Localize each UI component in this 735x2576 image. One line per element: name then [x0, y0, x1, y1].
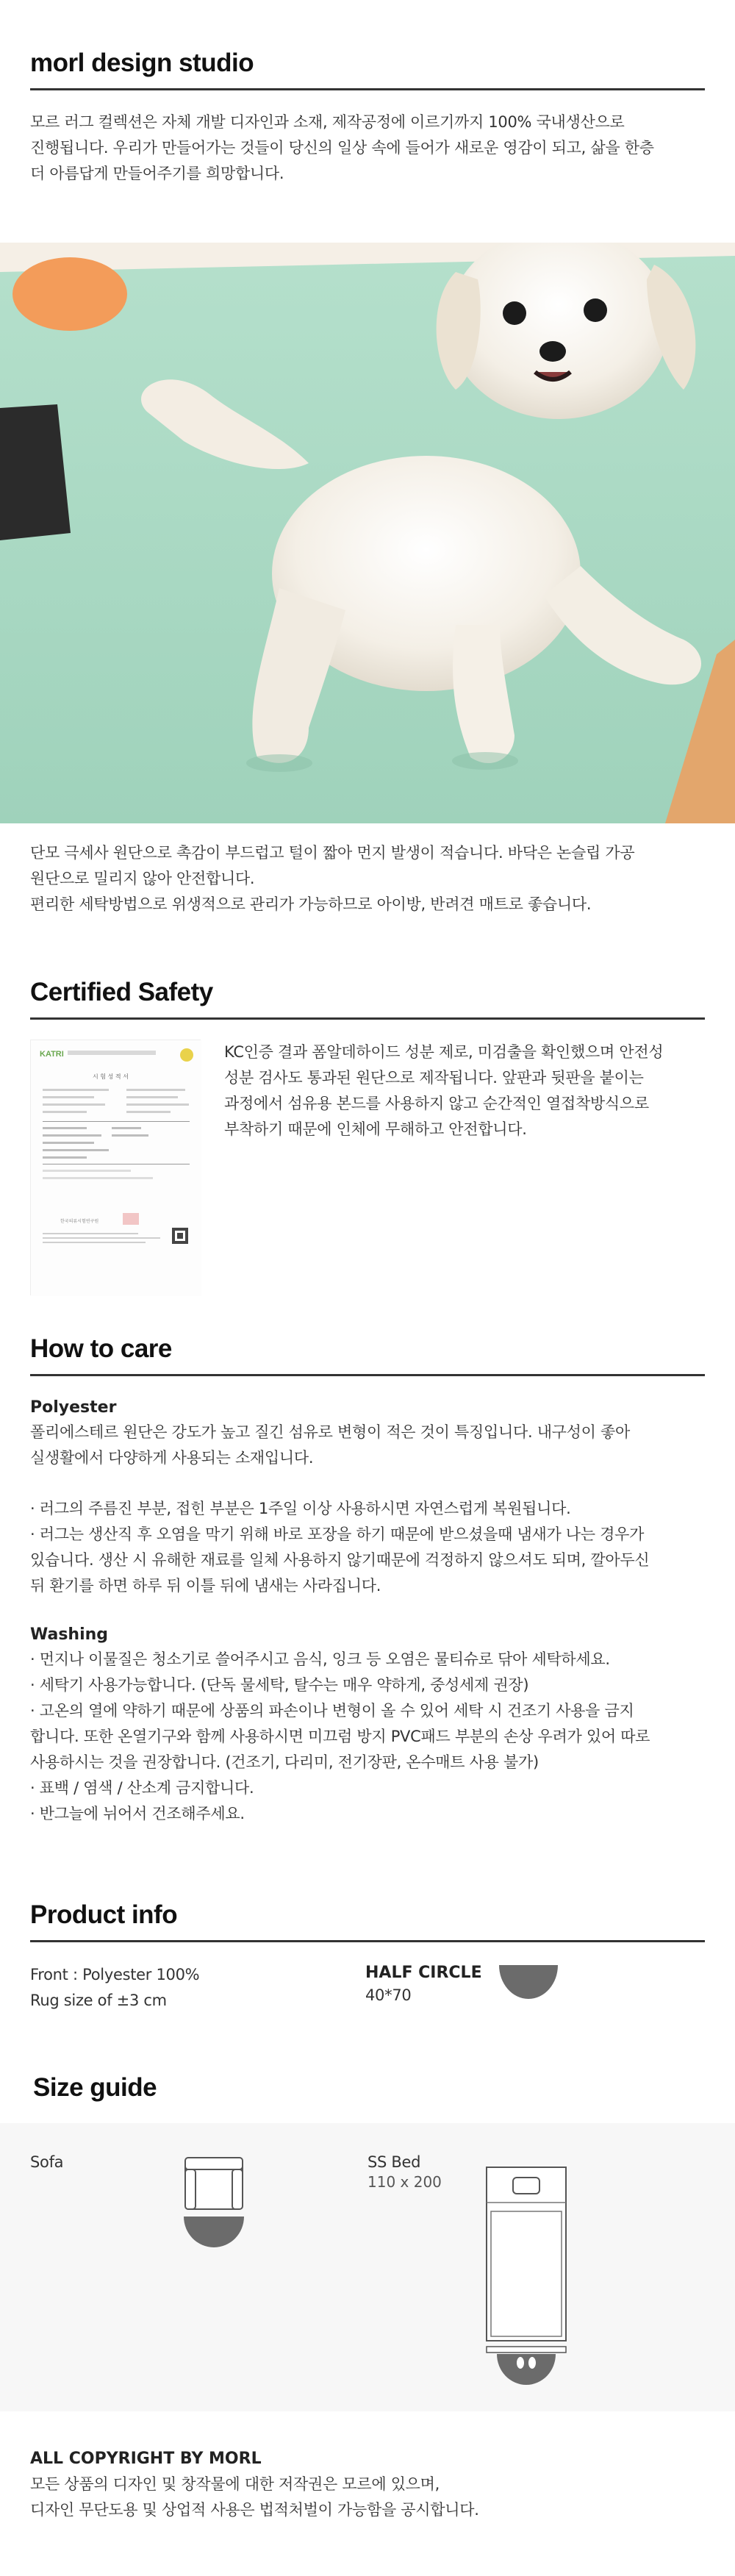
certificate-document — [30, 1040, 201, 1295]
intro-line: 진행됩니다. 우리가 만들어가는 것들이 당신의 일상 속에 들어가 새로운 영감이 되고, 삶을 한층 — [30, 139, 654, 157]
dog-mouth — [535, 372, 570, 379]
washing-line: · 고온의 열에 약하기 때문에 상품의 파손이나 변형이 올 수 있어 세탁 시 건조기 사용을 금지 — [30, 1702, 634, 1720]
copyright-notice — [30, 2472, 705, 2523]
title-divider — [30, 88, 705, 90]
caption-line: 편리한 세탁방법으로 위생적으로 관리가 가능하므로 아이방, 반려견 매트로 좋습니다. — [30, 895, 592, 913]
sofa-label: Sofa — [30, 2153, 64, 2171]
hero-photo — [0, 243, 735, 823]
rug-half-circle-icon — [497, 2354, 556, 2385]
cert-line: 과정에서 섬유용 본드를 사용하지 않고 순간적인 열접착방식으로 — [224, 1095, 649, 1112]
copyright-line: 디자인 무단도용 및 상업적 사용은 법적처벌이 가능함을 공시합니다. — [30, 2501, 479, 2519]
shape-name: HALF CIRCLE — [365, 1964, 482, 1982]
size-guide-panel — [0, 2123, 735, 2411]
intro-line: 더 아름답게 만들어주기를 희망합니다. — [30, 165, 284, 182]
polyester-line: 실생활에서 다양하게 사용되는 소재입니다. — [30, 1449, 314, 1467]
title-divider — [30, 1940, 705, 1942]
copyright-line: 모든 상품의 디자인 및 창작물에 대한 저작권은 모르에 있으며, — [30, 2475, 440, 2493]
material-spec: Front : Polyester 100% — [30, 1966, 200, 1983]
dog-eye-right — [584, 298, 607, 322]
material-description — [30, 840, 705, 917]
dog-nose — [539, 341, 566, 362]
dog-eye-left — [503, 301, 526, 325]
certificate-illustration — [31, 1040, 201, 1296]
cert-line: 성분 검사도 통과된 원단으로 제작됩니다. 앞판과 뒷판을 붙이는 — [224, 1069, 644, 1087]
bed-diagram — [484, 2166, 569, 2386]
title-divider — [30, 1374, 705, 1376]
certified-safety-section — [30, 978, 705, 1224]
washing-heading: Washing — [30, 1625, 109, 1644]
care-notes — [30, 1496, 705, 1599]
certified-title: Certified Safety — [30, 978, 213, 1006]
care-note-line: · 러그의 주름진 부분, 접힌 부분은 1주일 이상 사용하시면 자연스럽게 복원됩니다. — [30, 1500, 571, 1517]
caption-line: 단모 극세사 원단으로 촉감이 부드럽고 털이 짧아 먼지 발생이 적습니다. 바닥은 논슬립 가공 — [30, 844, 635, 862]
care-note-line: 있습니다. 생산 시 유해한 재료를 일체 사용하지 않기때문에 걱정하지 않으셔도 되며, 깔아두신 — [30, 1551, 650, 1569]
intro-line: 모르 러그 컬렉션은 자체 개발 디자인과 소재, 제작공정에 이르기까지 100% 국내생산으로 — [30, 113, 625, 131]
polyester-heading: Polyester — [30, 1398, 117, 1417]
orange-shape — [12, 257, 127, 331]
shape-size: 40*70 — [365, 1986, 412, 2004]
polyester-description — [30, 1420, 705, 1471]
copyright-title: ALL COPYRIGHT BY MORL — [30, 2450, 262, 2468]
product-info-section — [30, 1900, 705, 2009]
washing-line: · 세탁기 사용가능합니다. (단독 물세탁, 탈수는 매우 약하게, 중성세제 권장) — [30, 1676, 529, 1694]
care-note-line: 뒤 환기를 하면 하루 뒤 이틀 뒤에 냄새는 사라집니다. — [30, 1577, 381, 1595]
paw-shadow — [452, 752, 518, 770]
title-divider — [30, 1017, 705, 1020]
certified-description — [224, 1040, 709, 1142]
cert-line: KC인증 결과 폼알데하이드 성분 제로, 미검출을 확인했으며 안전성 — [224, 1043, 664, 1061]
care-note-line: · 러그는 생산직 후 오염을 막기 위해 바로 포장을 하기 때문에 받으셨을때 냄새가 나는 경우가 — [30, 1525, 645, 1543]
washing-instructions — [30, 1647, 705, 1827]
bed-size: 110 x 200 — [368, 2173, 442, 2191]
bed-label: SS Bed — [368, 2153, 421, 2171]
paw-shadow — [246, 754, 312, 772]
how-to-care-section — [30, 1334, 705, 1827]
washing-line: · 반그늘에 뉘어서 건조해주세요. — [30, 1805, 245, 1822]
half-circle-icon — [498, 1964, 559, 2000]
washing-line: 합니다. 또한 온열기구와 함께 사용하시면 미끄럼 방지 PVC패드 부분의 손상 우려가 있어 따로 — [30, 1728, 650, 1745]
intro-text — [30, 110, 705, 187]
copyright-section — [30, 2448, 705, 2523]
caption-line: 원단으로 밀리지 않아 안전합니다. — [30, 870, 255, 887]
product-shape — [365, 1962, 482, 2006]
how-to-care-title: How to care — [30, 1334, 172, 1363]
katri-logo: KATRI — [40, 1050, 64, 1059]
dog-on-rug-illustration — [0, 243, 735, 823]
washing-line: · 먼지나 이물질은 청소기로 쓸어주시고 음식, 잉크 등 오염은 물티슈로 닦아 세탁하세요. — [30, 1650, 610, 1668]
polyester-line: 폴리에스테르 원단은 강도가 높고 질긴 섬유로 변형이 적은 것이 특징입니다. 내구성이 좋아 — [30, 1423, 630, 1441]
size-tolerance: Rug size of ±3 cm — [30, 1992, 167, 2009]
size-guide-title: Size guide — [33, 2073, 157, 2102]
intro-section — [30, 49, 705, 187]
rug-half-circle-icon — [184, 2217, 244, 2247]
product-specs — [30, 1962, 199, 2014]
washing-line: · 표백 / 염색 / 산소계 금지합니다. — [30, 1779, 254, 1797]
certificate-issuer: 한국의류시험연구원 — [60, 1219, 99, 1224]
brand-title: morl design studio — [30, 49, 254, 77]
cert-line: 부착하기 때문에 인체에 무해하고 안전합니다. — [224, 1120, 527, 1138]
product-info-title: Product info — [30, 1900, 178, 1929]
sofa-diagram — [181, 2156, 247, 2259]
certificate-heading: 시 험 성 적 서 — [93, 1073, 129, 1080]
washing-line: 사용하시는 것을 권장합니다. (건조기, 다리미, 전기장판, 온수매트 사용 불가) — [30, 1753, 539, 1771]
